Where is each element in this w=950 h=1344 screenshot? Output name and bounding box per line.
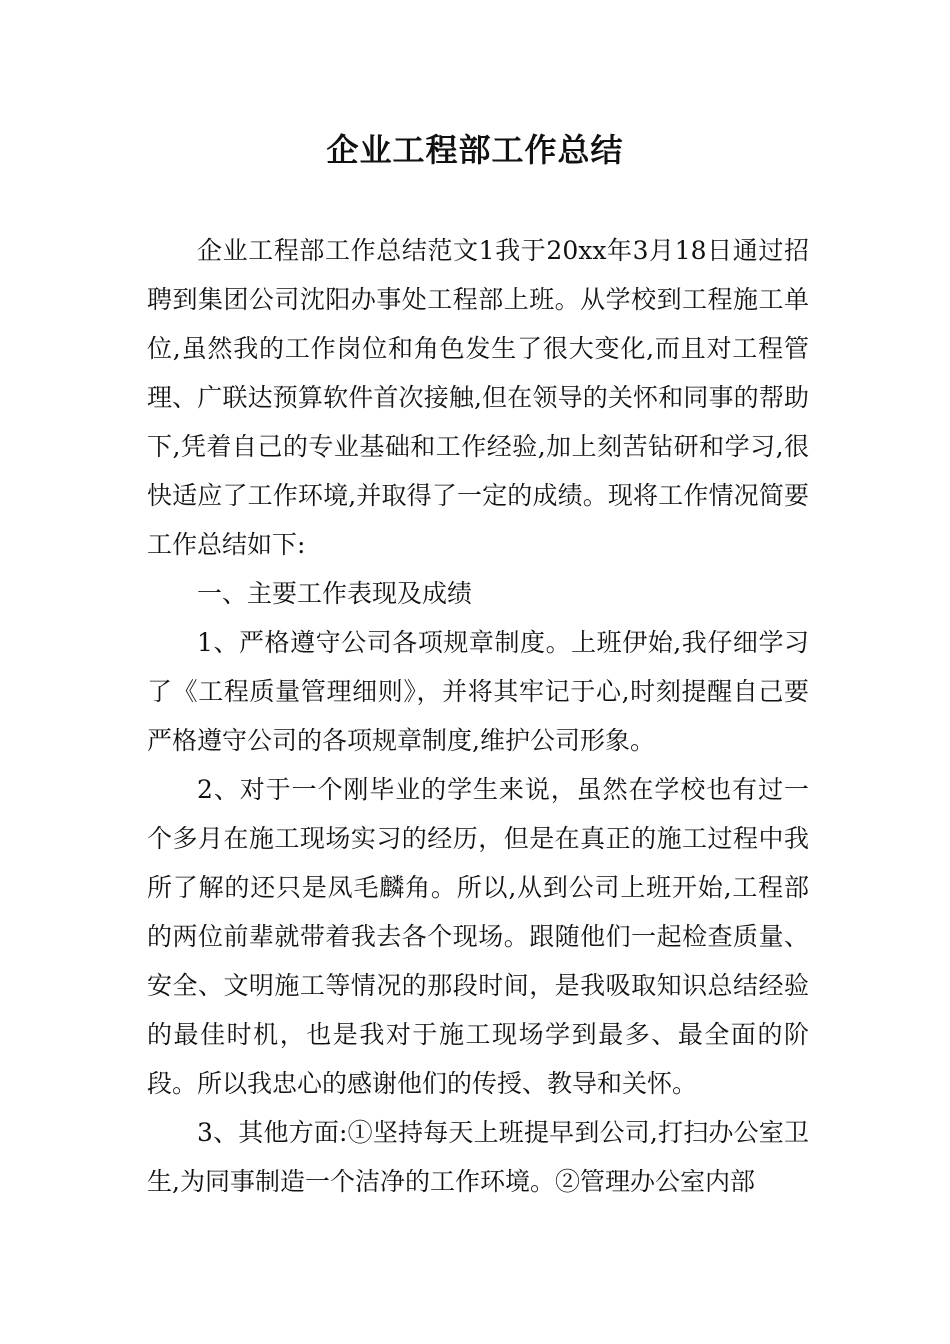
section-heading-main-work: 一、主要工作表现及成绩 bbox=[197, 579, 473, 608]
paragraph-item-1: 1、严格遵守公司各项规章制度。上班伊始,我仔细学习了《工程质量管理细则》，并将其牢记于心,时刻提醒自己要严格遵守公司的各项规章制度,维护公司形象。 bbox=[147, 628, 809, 755]
paragraph-intro: 企业工程部工作总结范文1我于20xx年3月18日通过招聘到集团公司沈阳办事处工程部上班。从学校到工程施工单位,虽然我的工作岗位和角色发生了很大变化,而且对工程管理、广联达预算软件首次接触,但在领导的关怀和同事的帮助下,凭着自己的专业基础和工作经验,加上刻苦钻研和学习,很快适应了工作环境,并取得了一定的成绩。现将工作情况简要工作总结如下: bbox=[147, 236, 809, 559]
paragraph-item-3: 3、其他方面:①坚持每天上班提早到公司,打扫办公室卫生,为同事制造一个洁净的工作环境。②管理办公室内部 bbox=[147, 1118, 809, 1196]
document-body bbox=[147, 226, 809, 1206]
paragraph-item-2: 2、对于一个刚毕业的学生来说，虽然在学校也有过一个多月在施工现场实习的经历，但是在真正的施工过程中我所了解的还只是凤毛麟角。所以,从到公司上班开始,工程部的两位前辈就带着我去各个现场。跟随他们一起检查质量、安全、文明施工等情况的那段时间，是我吸取知识总结经验的最佳时机，也是我对于施工现场学到最多、最全面的阶段。所以我忠心的感谢他们的传授、教导和关怀。 bbox=[147, 775, 809, 1098]
document-title: 企业工程部工作总结 bbox=[326, 131, 624, 169]
